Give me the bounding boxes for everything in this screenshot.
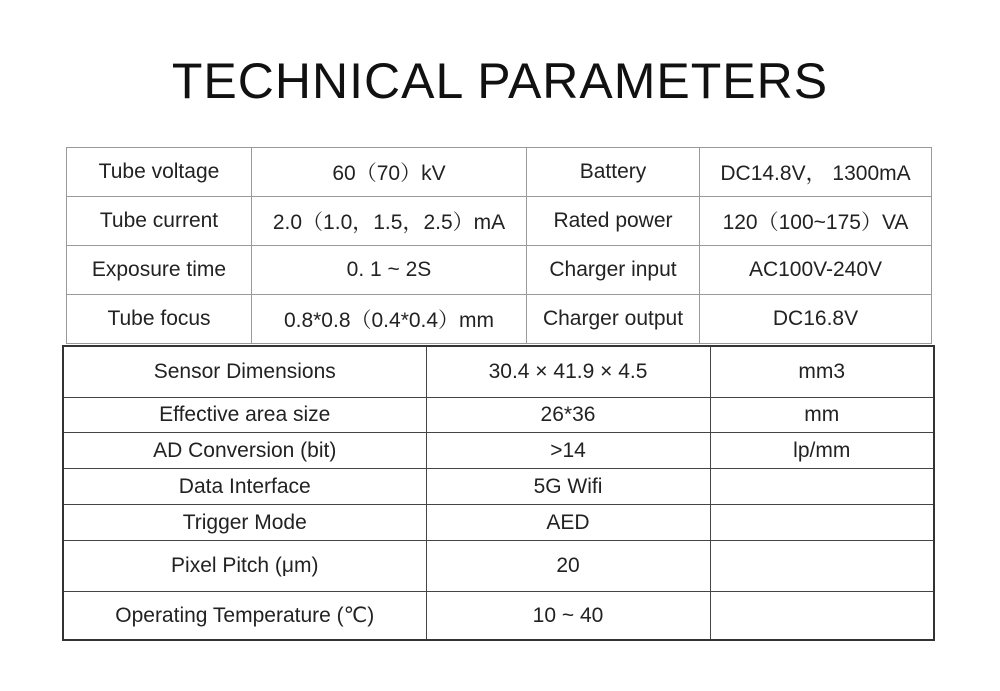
param-label: Exposure time xyxy=(67,246,252,295)
table-row xyxy=(67,246,932,295)
param-label: Battery xyxy=(527,148,700,197)
table-row xyxy=(63,433,934,469)
param-value: 26*36 xyxy=(426,398,710,433)
table-row xyxy=(63,505,934,541)
param-label: Operating Temperature (℃) xyxy=(63,592,426,641)
table-row xyxy=(67,295,932,344)
param-value: DC16.8V xyxy=(700,295,932,344)
param-unit: mm3 xyxy=(710,346,934,398)
param-value: DC14.8V， 1300mA xyxy=(700,148,932,197)
param-unit xyxy=(710,505,934,541)
sensor-parameters-table xyxy=(62,345,935,641)
param-value: 120（100~175）VA xyxy=(700,197,932,246)
param-unit: lp/mm xyxy=(710,433,934,469)
param-label: Data Interface xyxy=(63,469,426,505)
param-unit xyxy=(710,469,934,505)
param-label: Tube voltage xyxy=(67,148,252,197)
param-unit: mm xyxy=(710,398,934,433)
param-value: 5G Wifi xyxy=(426,469,710,505)
param-value: 2.0（1.0，1.5，2.5）mA xyxy=(252,197,527,246)
param-value: 20 xyxy=(426,541,710,592)
param-value: 60（70）kV xyxy=(252,148,527,197)
page-title: TECHNICAL PARAMETERS xyxy=(171,53,829,109)
param-label: Charger input xyxy=(527,246,700,295)
param-label: AD Conversion (bit) xyxy=(63,433,426,469)
param-value: 0. 1 ~ 2S xyxy=(252,246,527,295)
param-value: 30.4 × 41.9 × 4.5 xyxy=(426,346,710,398)
param-label: Pixel Pitch (μm) xyxy=(63,541,426,592)
param-label: Tube focus xyxy=(67,295,252,344)
table-row xyxy=(63,346,934,398)
table-row xyxy=(63,398,934,433)
param-value: >14 xyxy=(426,433,710,469)
param-value: AC100V-240V xyxy=(700,246,932,295)
param-unit xyxy=(710,541,934,592)
param-label: Effective area size xyxy=(63,398,426,433)
param-value: 0.8*0.8（0.4*0.4）mm xyxy=(252,295,527,344)
param-label: Sensor Dimensions xyxy=(63,346,426,398)
param-label: Rated power xyxy=(527,197,700,246)
table-row xyxy=(67,197,932,246)
param-label: Tube current xyxy=(67,197,252,246)
tube-parameters-table xyxy=(66,147,932,344)
param-label: Charger output xyxy=(527,295,700,344)
param-label: Trigger Mode xyxy=(63,505,426,541)
param-value: 10 ~ 40 xyxy=(426,592,710,641)
table-row xyxy=(63,541,934,592)
param-unit xyxy=(710,592,934,641)
param-value: AED xyxy=(426,505,710,541)
table-row xyxy=(63,469,934,505)
table-row xyxy=(63,592,934,641)
table-row xyxy=(67,148,932,197)
